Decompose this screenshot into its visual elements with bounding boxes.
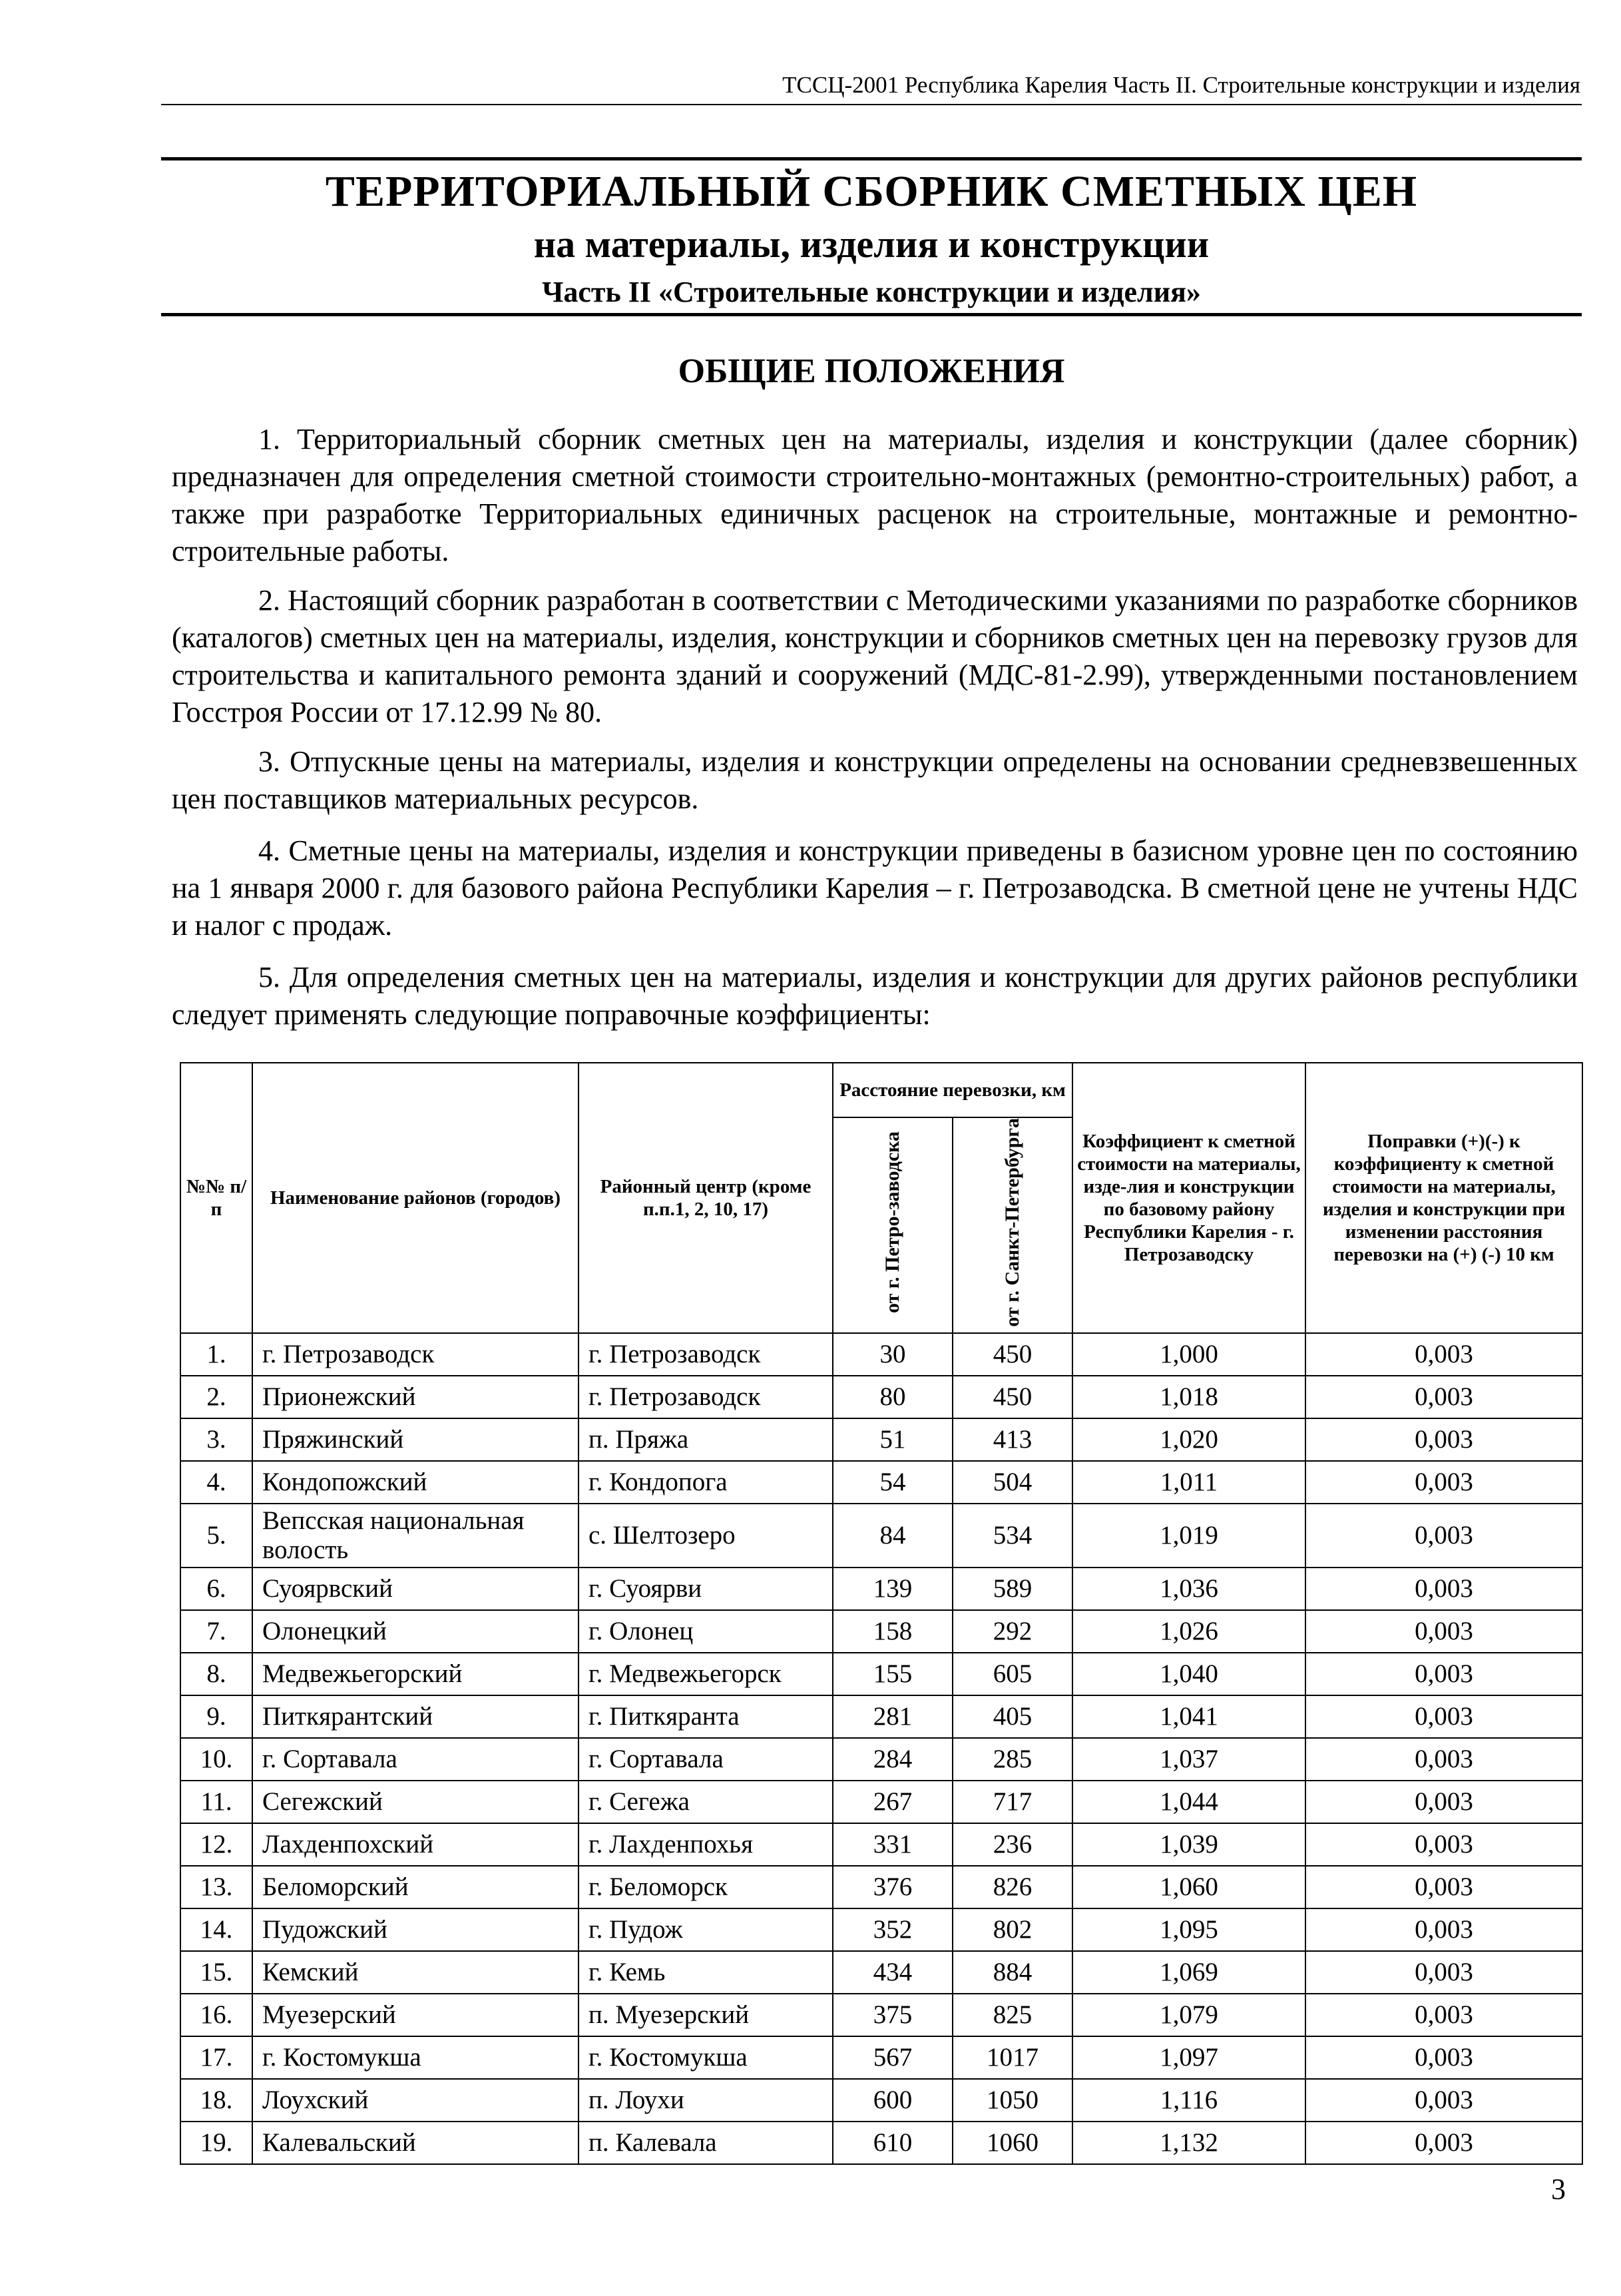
row-center: г. Петрозаводск xyxy=(579,1376,833,1418)
table-row xyxy=(180,1738,1582,1781)
table-row xyxy=(180,1610,1582,1653)
row-coefficient: 1,079 xyxy=(1072,1994,1305,2036)
row-distance-petrozavodsk: 139 xyxy=(833,1568,953,1610)
document-title: ТЕРРИТОРИАЛЬНЫЙ СБОРНИК СМЕТНЫХ ЦЕН xyxy=(325,167,1418,216)
header-correction: Поправки (+)(-) к коэффициенту к сметной стоимости на материалы, изделия и конструкции при изменении расстояния перевозки на (+) (-) 10 км xyxy=(1305,1063,1582,1333)
row-distance-spb: 802 xyxy=(953,1908,1072,1951)
row-correction: 0,003 xyxy=(1305,1994,1582,2036)
row-distance-spb: 405 xyxy=(953,1695,1072,1738)
row-correction: 0,003 xyxy=(1305,2079,1582,2122)
table-row xyxy=(180,2122,1582,2164)
table-row xyxy=(180,1568,1582,1610)
row-num: 12. xyxy=(180,1823,252,1866)
row-coefficient: 1,132 xyxy=(1072,2122,1305,2164)
row-correction: 0,003 xyxy=(1305,2036,1582,2079)
header-distance: Расстояние перевозки, км xyxy=(833,1063,1072,1117)
row-distance-spb: 605 xyxy=(953,1653,1072,1695)
row-center: п. Калевала xyxy=(579,2122,833,2164)
row-distance-spb: 1060 xyxy=(953,2122,1072,2164)
paragraph-5: 5. Для определения сметных цен на материалы, изделия и конструкции для других районов республики следует применять следующие поправочные коэффициенты: xyxy=(172,961,1578,1031)
row-correction: 0,003 xyxy=(1305,1823,1582,1866)
row-distance-spb: 450 xyxy=(953,1333,1072,1376)
row-num: 4. xyxy=(180,1461,252,1504)
header-from-spb-label: от г. Санкт-Петербурга xyxy=(1001,1118,1023,1327)
row-center: г. Пудож xyxy=(579,1908,833,1951)
row-num: 15. xyxy=(180,1951,252,1994)
header-center: Районный центр (кроме п.п.1, 2, 10, 17) xyxy=(579,1063,833,1333)
row-center: г. Петрозаводск xyxy=(579,1333,833,1376)
row-correction: 0,003 xyxy=(1305,1908,1582,1951)
row-distance-petrozavodsk: 331 xyxy=(833,1823,953,1866)
row-num: 14. xyxy=(180,1908,252,1951)
running-header: ТССЦ-2001 Республика Карелия Часть II. Строительные конструкции и изделия xyxy=(782,72,1580,98)
row-correction: 0,003 xyxy=(1305,1781,1582,1823)
row-district: Прионежский xyxy=(252,1376,579,1418)
row-district: Калевальский xyxy=(252,2122,579,2164)
row-num: 8. xyxy=(180,1653,252,1695)
row-correction: 0,003 xyxy=(1305,1418,1582,1461)
row-coefficient: 1,044 xyxy=(1072,1781,1305,1823)
header-from-spb xyxy=(953,1117,1072,1333)
table-row xyxy=(180,1695,1582,1738)
row-distance-petrozavodsk: 30 xyxy=(833,1333,953,1376)
row-coefficient: 1,069 xyxy=(1072,1951,1305,1994)
row-district: Кемский xyxy=(252,1951,579,1994)
row-district: Медвежьегорский xyxy=(252,1653,579,1695)
row-center: г. Лахденпохья xyxy=(579,1823,833,1866)
row-center: г. Сегежа xyxy=(579,1781,833,1823)
table-row xyxy=(180,1908,1582,1951)
row-center: г. Суоярви xyxy=(579,1568,833,1610)
row-num: 2. xyxy=(180,1376,252,1418)
row-correction: 0,003 xyxy=(1305,1653,1582,1695)
row-district: Сегежский xyxy=(252,1781,579,1823)
row-correction: 0,003 xyxy=(1305,1738,1582,1781)
paragraph-3: 3. Отпускные цены на материалы, изделия и конструкции определены на основании средневзвешенных цен поставщиков материальных ресурсов. xyxy=(172,745,1578,815)
document-subtitle: на материалы, изделия и конструкции xyxy=(533,222,1210,266)
row-distance-spb: 236 xyxy=(953,1823,1072,1866)
row-coefficient: 1,000 xyxy=(1072,1333,1305,1376)
row-num: 17. xyxy=(180,2036,252,2079)
row-correction: 0,003 xyxy=(1305,1610,1582,1653)
table-row xyxy=(180,1418,1582,1461)
row-center: г. Сортавала xyxy=(579,1738,833,1781)
row-correction: 0,003 xyxy=(1305,1695,1582,1738)
row-center: п. Лоухи xyxy=(579,2079,833,2122)
row-district: Суоярвский xyxy=(252,1568,579,1610)
row-correction: 0,003 xyxy=(1305,1504,1582,1568)
row-district: Беломорский xyxy=(252,1866,579,1908)
row-distance-spb: 504 xyxy=(953,1461,1072,1504)
row-coefficient: 1,026 xyxy=(1072,1610,1305,1653)
row-coefficient: 1,041 xyxy=(1072,1695,1305,1738)
row-distance-spb: 1050 xyxy=(953,2079,1072,2122)
row-coefficient: 1,020 xyxy=(1072,1418,1305,1461)
row-district: Пряжинский xyxy=(252,1418,579,1461)
paragraph-1: 1. Территориальный сборник сметных цен на материалы, изделия и конструкции (далее сборник) предназначен для определения сметной стоимости строительно-монтажных (ремонтно-строительных) работ, а также при разработке Территориальных единичных расценок на строительные, монтажные и ремонтно-строительные работы. xyxy=(172,423,1578,567)
row-district: Вепсская национальная волость xyxy=(252,1504,579,1568)
row-center: с. Шелтозеро xyxy=(579,1504,833,1568)
row-district: Кондопожский xyxy=(252,1461,579,1504)
row-num: 1. xyxy=(180,1333,252,1376)
row-num: 13. xyxy=(180,1866,252,1908)
table-row xyxy=(180,2079,1582,2122)
row-distance-petrozavodsk: 600 xyxy=(833,2079,953,2122)
row-distance-petrozavodsk: 281 xyxy=(833,1695,953,1738)
row-distance-spb: 534 xyxy=(953,1504,1072,1568)
header-district: Наименование районов (городов) xyxy=(252,1063,579,1333)
row-district: Муезерский xyxy=(252,1994,579,2036)
section-heading: ОБЩИЕ ПОЛОЖЕНИЯ xyxy=(678,352,1065,390)
row-coefficient: 1,039 xyxy=(1072,1823,1305,1866)
header-rule xyxy=(161,104,1582,105)
row-distance-petrozavodsk: 155 xyxy=(833,1653,953,1695)
row-center: г. Медвежьегорск xyxy=(579,1653,833,1695)
table-row xyxy=(180,1823,1582,1866)
row-coefficient: 1,037 xyxy=(1072,1738,1305,1781)
row-distance-spb: 825 xyxy=(953,1994,1072,2036)
row-distance-petrozavodsk: 352 xyxy=(833,1908,953,1951)
row-coefficient: 1,095 xyxy=(1072,1908,1305,1951)
row-center: г. Кондопога xyxy=(579,1461,833,1504)
coefficients-table xyxy=(180,1062,1583,2165)
row-distance-spb: 589 xyxy=(953,1568,1072,1610)
row-coefficient: 1,040 xyxy=(1072,1653,1305,1695)
row-district: Олонецкий xyxy=(252,1610,579,1653)
row-center: г. Олонец xyxy=(579,1610,833,1653)
row-center: п. Пряжа xyxy=(579,1418,833,1461)
row-district: Лахденпохский xyxy=(252,1823,579,1866)
table-row xyxy=(180,1653,1582,1695)
row-distance-spb: 1017 xyxy=(953,2036,1072,2079)
row-coefficient: 1,060 xyxy=(1072,1866,1305,1908)
table-row xyxy=(180,1866,1582,1908)
row-distance-petrozavodsk: 267 xyxy=(833,1781,953,1823)
row-correction: 0,003 xyxy=(1305,1568,1582,1610)
row-center: г. Костомукша xyxy=(579,2036,833,2079)
row-correction: 0,003 xyxy=(1305,1951,1582,1994)
row-distance-petrozavodsk: 434 xyxy=(833,1951,953,1994)
row-distance-petrozavodsk: 567 xyxy=(833,2036,953,2079)
page-number: 3 xyxy=(1551,2173,1566,2205)
table-header-row-1 xyxy=(180,1063,1582,1117)
table-row xyxy=(180,2036,1582,2079)
row-distance-petrozavodsk: 158 xyxy=(833,1610,953,1653)
table-row xyxy=(180,1994,1582,2036)
row-district: Пудожский xyxy=(252,1908,579,1951)
row-coefficient: 1,018 xyxy=(1072,1376,1305,1418)
row-num: 9. xyxy=(180,1695,252,1738)
row-num: 18. xyxy=(180,2079,252,2122)
row-district: Лоухский xyxy=(252,2079,579,2122)
header-from-petrozavodsk-label: от г. Петро-заводска xyxy=(881,1131,903,1314)
row-center: г. Кемь xyxy=(579,1951,833,1994)
row-center: п. Муезерский xyxy=(579,1994,833,2036)
row-center: г. Питкяранта xyxy=(579,1695,833,1738)
title-rule-bottom xyxy=(161,313,1582,316)
row-distance-spb: 717 xyxy=(953,1781,1072,1823)
row-coefficient: 1,097 xyxy=(1072,2036,1305,2079)
row-distance-petrozavodsk: 54 xyxy=(833,1461,953,1504)
row-distance-spb: 884 xyxy=(953,1951,1072,1994)
paragraph-2: 2. Настоящий сборник разработан в соответствии с Методическими указаниями по разработке сборников (каталогов) сметных цен на материалы, изделия, конструкции и сборников сметных цен на перевозку грузов для строительства и капитального ремонта зданий и сооружений (МДС-81-2.99), утвержденными постановлением Госстроя России от 17.12.99 № 80. xyxy=(172,584,1578,728)
title-rule-top xyxy=(161,157,1582,160)
row-distance-spb: 285 xyxy=(953,1738,1072,1781)
row-correction: 0,003 xyxy=(1305,1376,1582,1418)
header-from-petrozavodsk xyxy=(833,1117,953,1333)
row-num: 3. xyxy=(180,1418,252,1461)
table-body xyxy=(180,1333,1582,2164)
row-district: Питкярантский xyxy=(252,1695,579,1738)
row-coefficient: 1,019 xyxy=(1072,1504,1305,1568)
row-num: 11. xyxy=(180,1781,252,1823)
row-district: г. Петрозаводск xyxy=(252,1333,579,1376)
row-correction: 0,003 xyxy=(1305,1866,1582,1908)
row-num: 7. xyxy=(180,1610,252,1653)
row-num: 10. xyxy=(180,1738,252,1781)
row-distance-petrozavodsk: 376 xyxy=(833,1866,953,1908)
row-num: 19. xyxy=(180,2122,252,2164)
header-coefficient: Коэффициент к сметной стоимости на материалы, изде-лия и конструкции по базовому району Республики Карелия - г. Петрозаводску xyxy=(1072,1063,1305,1333)
row-coefficient: 1,116 xyxy=(1072,2079,1305,2122)
row-num: 5. xyxy=(180,1504,252,1568)
table-row xyxy=(180,1951,1582,1994)
row-distance-spb: 450 xyxy=(953,1376,1072,1418)
row-center: г. Беломорск xyxy=(579,1866,833,1908)
row-correction: 0,003 xyxy=(1305,1461,1582,1504)
row-num: 16. xyxy=(180,1994,252,2036)
row-coefficient: 1,011 xyxy=(1072,1461,1305,1504)
row-distance-petrozavodsk: 84 xyxy=(833,1504,953,1568)
row-correction: 0,003 xyxy=(1305,1333,1582,1376)
table-row xyxy=(180,1504,1582,1568)
row-correction: 0,003 xyxy=(1305,2122,1582,2164)
row-district: г. Сортавала xyxy=(252,1738,579,1781)
row-district: г. Костомукша xyxy=(252,2036,579,2079)
row-distance-petrozavodsk: 375 xyxy=(833,1994,953,2036)
row-distance-petrozavodsk: 80 xyxy=(833,1376,953,1418)
table-row xyxy=(180,1376,1582,1418)
table-row xyxy=(180,1461,1582,1504)
document-part: Часть II «Строительные конструкции и изделия» xyxy=(542,276,1201,308)
row-distance-spb: 413 xyxy=(953,1418,1072,1461)
row-distance-spb: 826 xyxy=(953,1866,1072,1908)
row-num: 6. xyxy=(180,1568,252,1610)
paragraph-4: 4. Сметные цены на материалы, изделия и конструкции приведены в базисном уровне цен по состоянию на 1 января 2000 г. для базового района Республики Карелия – г. Петрозаводска. В сметной цене не учтены НДС и налог с продаж. xyxy=(172,834,1578,942)
row-distance-spb: 292 xyxy=(953,1610,1072,1653)
row-distance-petrozavodsk: 284 xyxy=(833,1738,953,1781)
table-row xyxy=(180,1781,1582,1823)
row-coefficient: 1,036 xyxy=(1072,1568,1305,1610)
header-num: №№ п/п xyxy=(180,1063,252,1333)
table-row xyxy=(180,1333,1582,1376)
row-distance-petrozavodsk: 610 xyxy=(833,2122,953,2164)
row-distance-petrozavodsk: 51 xyxy=(833,1418,953,1461)
